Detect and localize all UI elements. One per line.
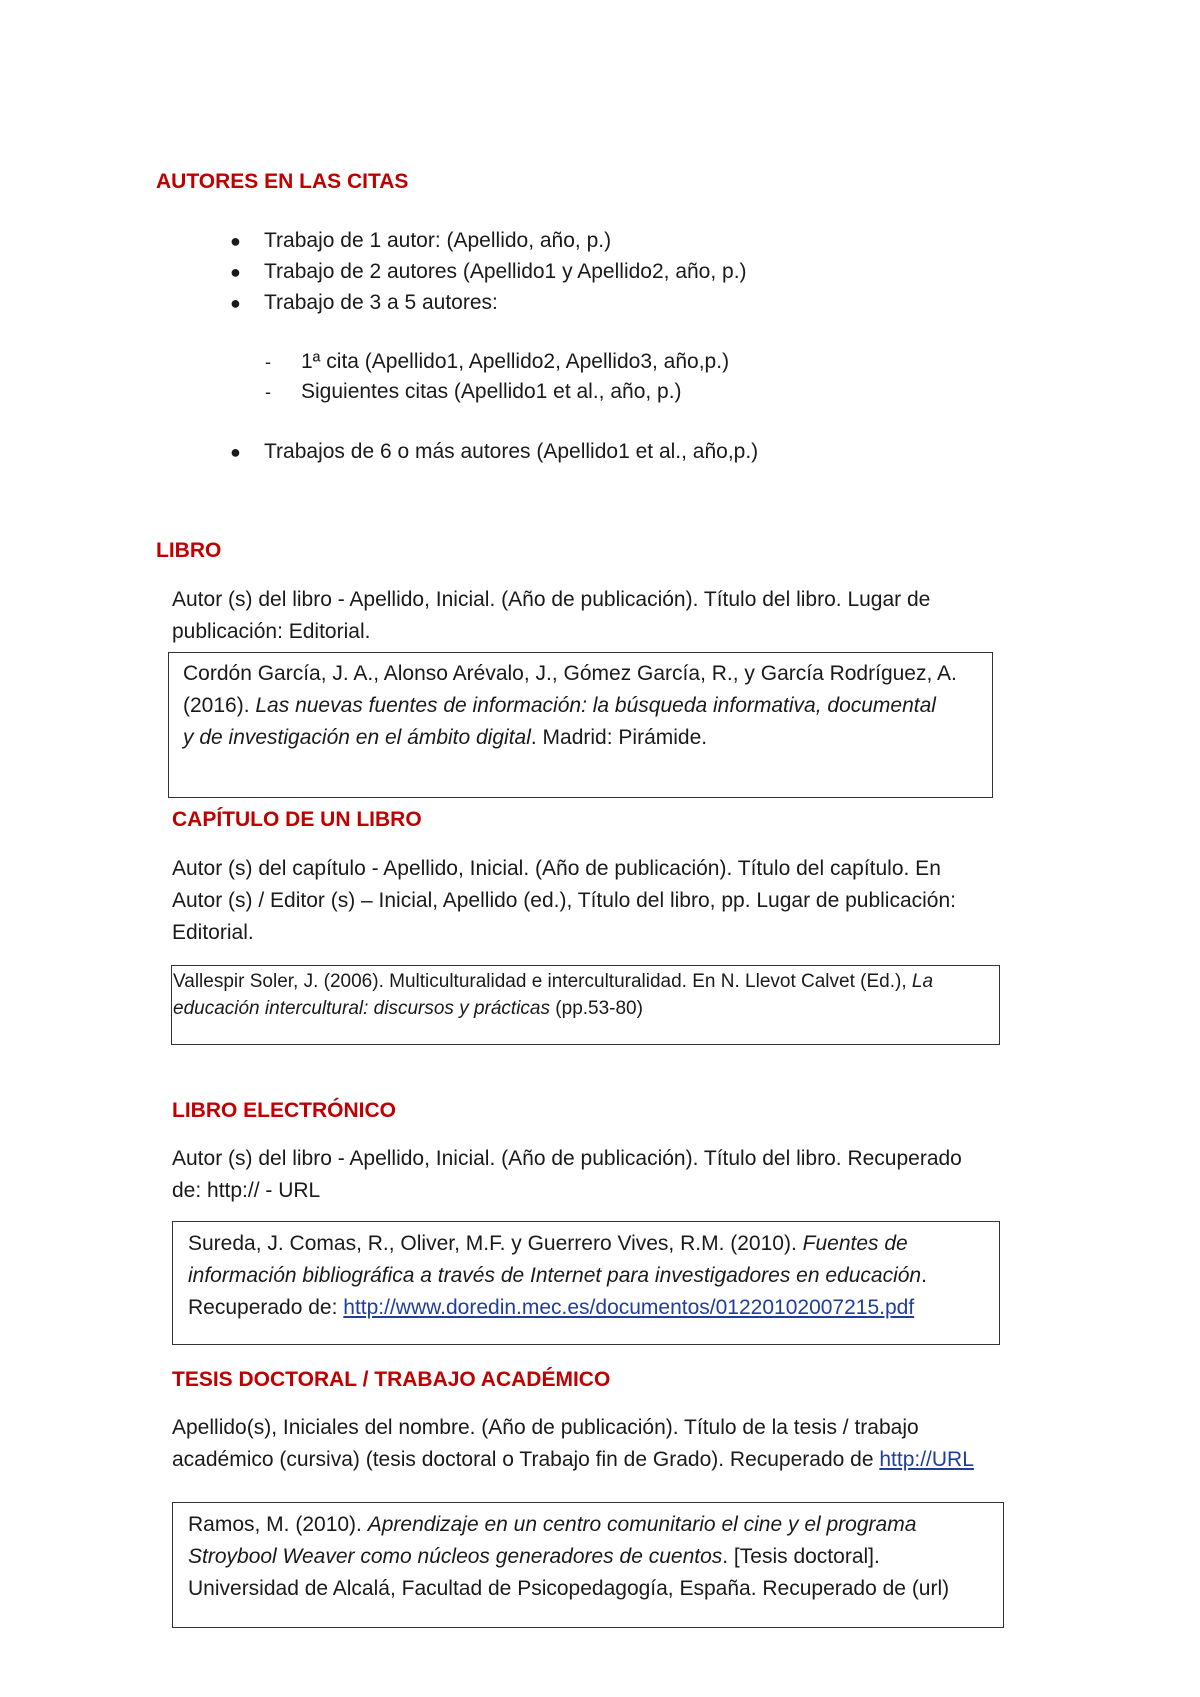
format-line: Apellido(s), Iniciales del nombre. (Año de publicación). Título de la tesis / trabajo [172, 1416, 919, 1439]
example-line: Cordón García, J. A., Alonso Arévalo, J., Gómez García, R., y García Rodríguez, A. [183, 662, 957, 685]
bullet-icon: ● [230, 293, 241, 313]
format-line: Autor (s) del libro - Apellido, Inicial. (Año de publicación). Título del libro. Lugar de [172, 588, 931, 611]
example-url-link[interactable]: http://www.doredin.mec.es/documentos/01220102007215.pdf [343, 1296, 915, 1319]
example-line: Universidad de Alcalá, Facultad de Psicopedagogía, España. Recuperado de (url) [188, 1577, 950, 1600]
example-line: información bibliográfica a través de Internet para investigadores en educación. [188, 1264, 927, 1287]
format-line: de: http:// - URL [172, 1179, 321, 1202]
format-line: académico (cursiva) (tesis doctoral o Trabajo fin de Grado). Recuperado de http://URL [172, 1448, 974, 1471]
example-box-libro [168, 652, 993, 798]
bullet-icon: ● [230, 262, 241, 282]
section-title-electronico: LIBRO ELECTRÓNICO [172, 1099, 396, 1122]
example-line: Vallespir Soler, J. (2006). Multiculturalidad e interculturalidad. En N. Llevot Calvet (Ed.), La [173, 971, 934, 992]
format-line: Autor (s) del libro - Apellido, Inicial. (Año de publicación). Título del libro. Recuperado [172, 1147, 962, 1170]
example-box-capitulo [171, 965, 1000, 1045]
bullet-icon: ● [230, 231, 241, 251]
dash-icon: - [265, 352, 271, 372]
example-box-electronico [172, 1221, 1000, 1345]
list-item: ● Trabajo de 2 autores (Apellido1 y Apellido2, año, p.) [264, 257, 747, 287]
format-line: Editorial. [172, 921, 254, 944]
format-line: publicación: Editorial. [172, 620, 371, 643]
dash-icon: - [265, 382, 271, 402]
url-link[interactable]: http://URL [879, 1448, 974, 1471]
section-title-tesis: TESIS DOCTORAL / TRABAJO ACADÉMICO [172, 1368, 611, 1391]
sub-list-item: - 1ª cita (Apellido1, Apellido2, Apellido3, año,p.) [301, 347, 729, 377]
example-line: Recuperado de: http://www.doredin.mec.es/documentos/01220102007215.pdf [188, 1296, 915, 1319]
list-item: ● Trabajo de 1 autor: (Apellido, año, p.) [264, 226, 611, 256]
example-line: y de investigación en el ámbito digital. Madrid: Pirámide. [183, 726, 708, 749]
format-line: Autor (s) / Editor (s) – Inicial, Apellido (ed.), Título del libro, pp. Lugar de publicación: [172, 889, 957, 912]
list-item: ● Trabajos de 6 o más autores (Apellido1 et al., año,p.) [264, 437, 758, 467]
section-title-autores: AUTORES EN LAS CITAS [156, 170, 409, 193]
example-box-tesis [172, 1502, 1004, 1628]
format-line: Autor (s) del capítulo - Apellido, Inicial. (Año de publicación). Título del capítulo. En [172, 857, 941, 880]
example-line: Ramos, M. (2010). Aprendizaje en un centro comunitario el cine y el programa [188, 1513, 917, 1536]
example-line: Sureda, J. Comas, R., Oliver, M.F. y Guerrero Vives, R.M. (2010). Fuentes de [188, 1232, 908, 1255]
section-title-capitulo: CAPÍTULO DE UN LIBRO [172, 808, 422, 831]
sub-list-item: - Siguientes citas (Apellido1 et al., año, p.) [301, 377, 682, 407]
list-item: ● Trabajo de 3 a 5 autores: [264, 288, 498, 318]
example-line: (2016). Las nuevas fuentes de información: la búsqueda informativa, documental [183, 694, 936, 717]
section-title-libro: LIBRO [156, 539, 222, 562]
example-line: Stroybool Weaver como núcleos generadores de cuentos. [Tesis doctoral]. [188, 1545, 880, 1568]
bullet-icon: ● [230, 442, 241, 462]
example-line: educación intercultural: discursos y prácticas (pp.53-80) [173, 998, 643, 1019]
